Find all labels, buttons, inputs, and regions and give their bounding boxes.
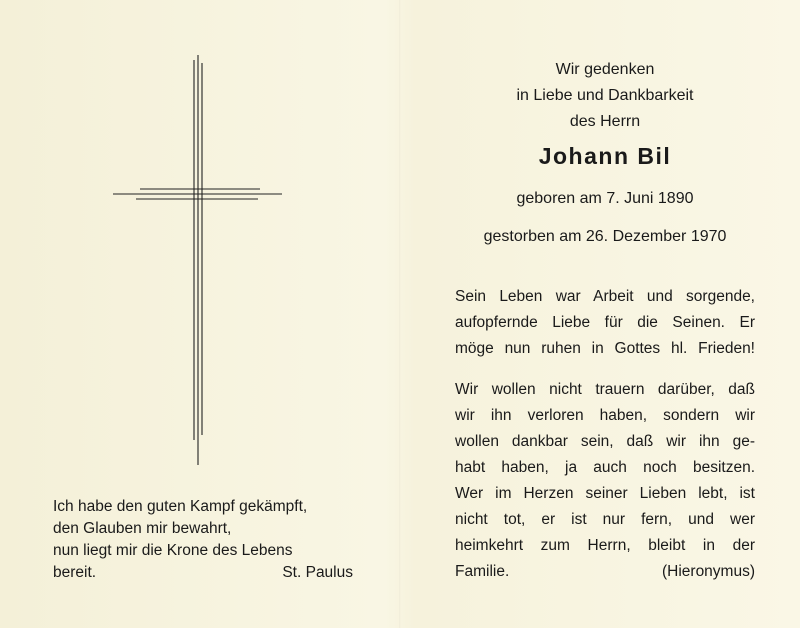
paragraph-line: Familie. (455, 563, 510, 580)
paragraph-life (455, 284, 755, 362)
intro-line: in Liebe und Dankbarkeit (516, 87, 694, 104)
intro-line: Wir gedenken (555, 61, 655, 78)
paragraph-line: wir ihn verloren haben, sondern wir (455, 407, 755, 424)
paragraph-line: Sein Leben war Arbeit und sorgende, (455, 288, 755, 305)
birth-date: geboren am 7. Juni 1890 (516, 190, 694, 207)
bible-quote (53, 496, 353, 584)
card-fold (399, 0, 401, 628)
paragraph-line: nicht tot, er ist nur fern, und wer (455, 511, 755, 528)
quote-attribution: St. Paulus (282, 564, 353, 581)
paragraph-line: habt haben, ja auch noch besitzen. (455, 459, 755, 476)
paragraph-line: Wir wollen nicht trauern darüber, daß (455, 381, 755, 398)
quote-line: bereit. (53, 564, 97, 581)
paragraph-quote (455, 377, 755, 585)
intro-line: des Herrn (569, 113, 641, 130)
paragraph-line: möge nun ruhen in Gottes hl. Frieden! (455, 340, 755, 357)
paragraph-line: aufopfernde Liebe für die Seinen. Er (455, 314, 755, 331)
paragraph-line: wollen dankbar sein, daß wir ihn ge- (455, 433, 755, 450)
deceased-name: Johann Bil (538, 143, 672, 169)
paragraph-line: Wer im Herzen seiner Lieben lebt, ist (455, 485, 755, 502)
quote-attribution: (Hieronymus) (661, 563, 755, 580)
quote-line: Ich habe den guten Kampf gekämpft, (53, 498, 308, 515)
quote-line: nun liegt mir die Krone des Lebens (53, 542, 293, 559)
quote-line: den Glauben mir bewahrt, (53, 520, 232, 537)
cross-icon (110, 55, 290, 470)
paragraph-line: heimkehrt zum Herrn, bleibt in der (455, 537, 755, 554)
death-date: gestorben am 26. Dezember 1970 (483, 228, 727, 245)
